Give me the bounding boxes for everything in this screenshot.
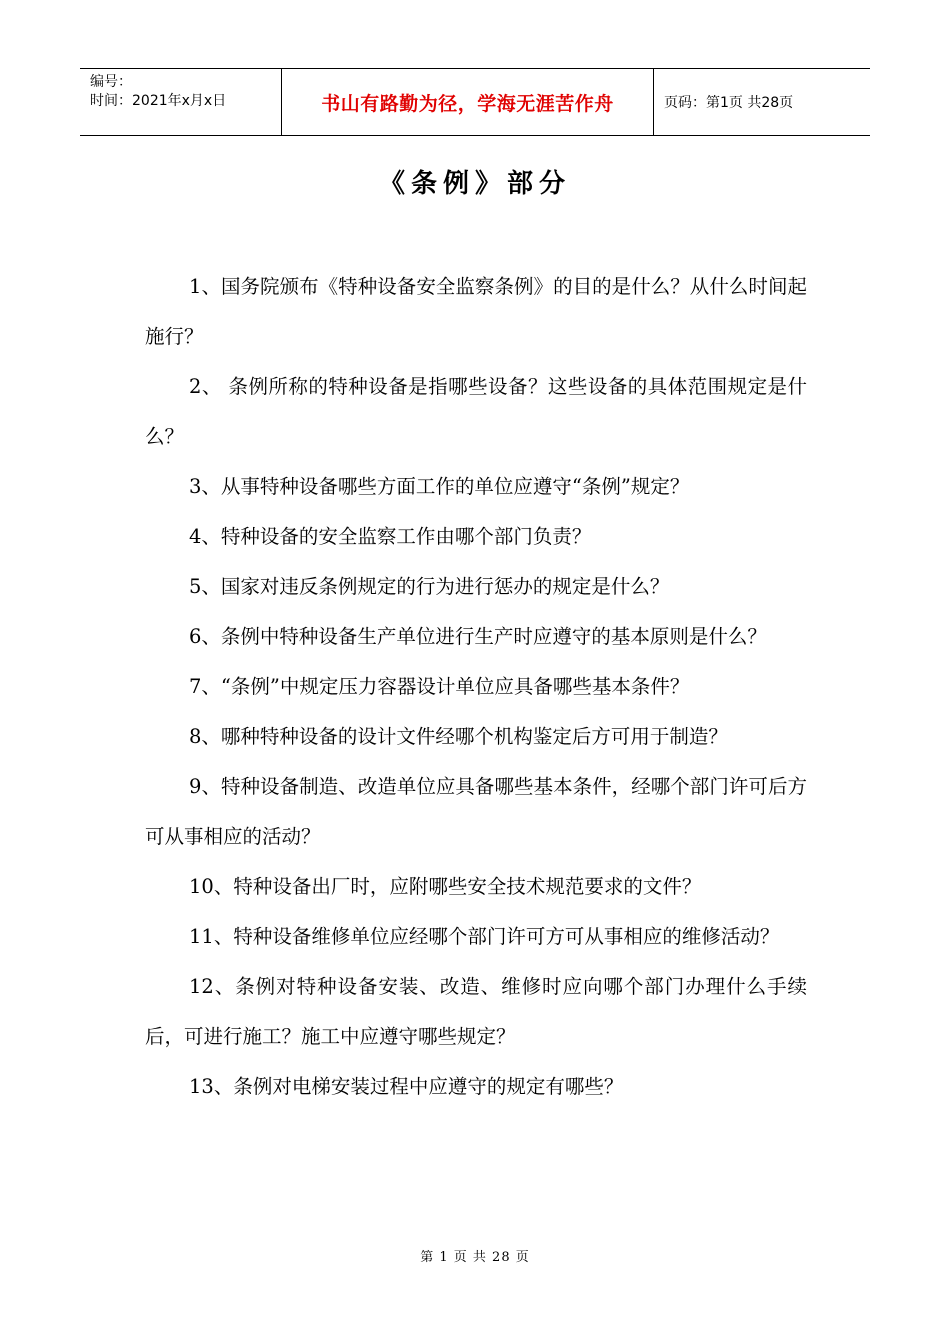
document-date: 时间：2021年x月x日: [90, 93, 227, 109]
page-title: 《条例》部分: [378, 169, 571, 199]
question-item: 4、特种设备的安全监察工作由哪个部门负责？: [189, 525, 592, 548]
question-list: [145, 262, 807, 1112]
question-item: 10、特种设备出厂时，应附哪些安全技术规范要求的文件？: [189, 875, 702, 898]
header-motto: 书山有路勤为径，学海无涯苦作舟: [321, 92, 614, 115]
header-motto-cell: [282, 69, 654, 135]
page-footer: 第 1 页 共 28 页: [420, 1250, 530, 1265]
header-meta: [80, 69, 282, 135]
question-item: 9、特种设备制造、改造单位应具备哪些基本条件，经哪个部门许可后方可从事相应的活动？: [145, 775, 807, 848]
question-item: 5、国家对违反条例规定的行为进行惩办的规定是什么？: [189, 575, 670, 598]
question-item: 11、特种设备维修单位应经哪个部门许可方可从事相应的维修活动？: [189, 925, 780, 948]
page-info-text: 页码：第1页 共28页: [664, 95, 794, 111]
document-number-label: 编号：: [90, 74, 132, 90]
question-item: 7、“条例”中规定压力容器设计单位应具备哪些基本条件？: [189, 675, 690, 698]
question-item: 1、国务院颁布《特种设备安全监察条例》的目的是什么？从什么时间起施行？: [145, 275, 807, 348]
question-item: 8、哪种特种设备的设计文件经哪个机构鉴定后方可用于制造？: [189, 725, 728, 748]
question-item: 6、条例中特种设备生产单位进行生产时应遵守的基本原则是什么？: [189, 625, 767, 648]
document-header: [80, 68, 870, 136]
question-item: 3、从事特种设备哪些方面工作的单位应遵守“条例”规定？: [189, 475, 690, 498]
header-page-info: [654, 69, 870, 135]
question-item: 12、条例对特种设备安装、改造、维修时应向哪个部门办理什么手续后，可进行施工？施工中应遵守哪些规定？: [145, 975, 807, 1048]
question-item: 2、 条例所称的特种设备是指哪些设备？这些设备的具体范围规定是什么？: [145, 375, 807, 448]
question-item: 13、条例对电梯安装过程中应遵守的规定有哪些？: [189, 1075, 624, 1098]
